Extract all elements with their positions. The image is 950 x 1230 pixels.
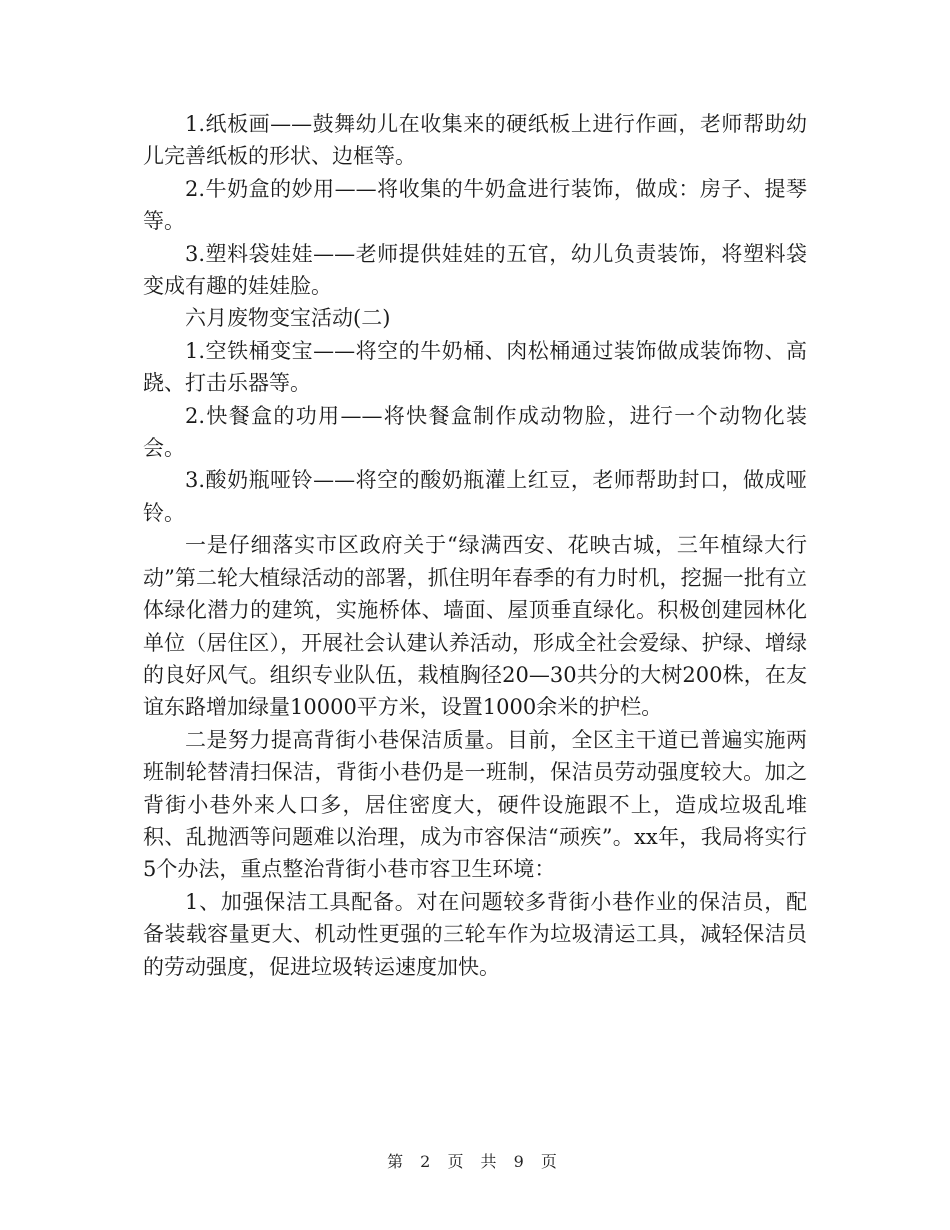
document-body: [143, 108, 807, 983]
paragraph-iron-bucket: 1.空铁桶变宝——将空的牛奶桶、肉松桶通过装饰做成装饰物、高跷、打击乐器等。: [143, 338, 807, 396]
paragraph-milk-box: 2.牛奶盒的妙用——将收集的牛奶盒进行装饰，做成：房子、提琴等。: [143, 176, 807, 234]
paragraph-yogurt-dumbbell: 3.酸奶瓶哑铃——将空的酸奶瓶灌上红豆，老师帮助封口，做成哑铃。: [143, 468, 807, 525]
paragraph-cardboard-painting: 1.纸板画——鼓舞幼儿在收集来的硬纸板上进行作画，老师帮助幼儿完善纸板的形状、边框等。: [143, 112, 807, 169]
paragraph-greening-plan: 一是仔细落实市区政府关于“绿满西安、花映古城，三年植绿大行动”第二轮大植绿活动的部署，抓住明年春季的有力时机，挖掘一批有立体绿化潜力的建筑，实施桥体、墙面、屋顶垂直绿化。积极创建园林化单位（居住区），开展社会认建认养活动，形成全社会爱绿、护绿、增绿的良好风气。组织专业队伍，栽植胸径20—30共分的大树200株，在友谊东路增加绿量10000平方米，设置1000余米的护栏。: [143, 533, 807, 720]
paragraph-plastic-bag-doll: 3.塑料袋娃娃——老师提供娃娃的五官，幼儿负责装饰，将塑料袋变成有趣的娃娃脸。: [143, 241, 807, 299]
paragraph-cleaning-tools: 1、加强保洁工具配备。对在问题较多背街小巷作业的保洁员，配备装载容量更大、机动性更强的三轮车作为垃圾清运工具，减轻保洁员的劳动强度，促进垃圾转运速度加快。: [143, 889, 807, 979]
page-number-footer: 第 2 页 共 9 页: [387, 1152, 563, 1171]
paragraph-alley-cleaning: 二是努力提高背街小巷保洁质量。目前，全区主干道已普遍实施两班制轮替清扫保洁，背街小巷仍是一班制，保洁员劳动强度较大。加之背街小巷外来人口多，居住密度大，硬件设施跟不上，造成垃圾乱堆积、乱抛洒等问题难以治理，成为市容保洁“顽疾”。xx年，我局将实行5个办法，重点整治背街小巷市容卫生环境：: [143, 727, 807, 882]
section-heading-june-activity-2: 六月废物变宝活动(二): [185, 306, 391, 331]
paragraph-fast-food-box: 2.快餐盒的功用——将快餐盒制作成动物脸，进行一个动物化装会。: [143, 403, 807, 461]
